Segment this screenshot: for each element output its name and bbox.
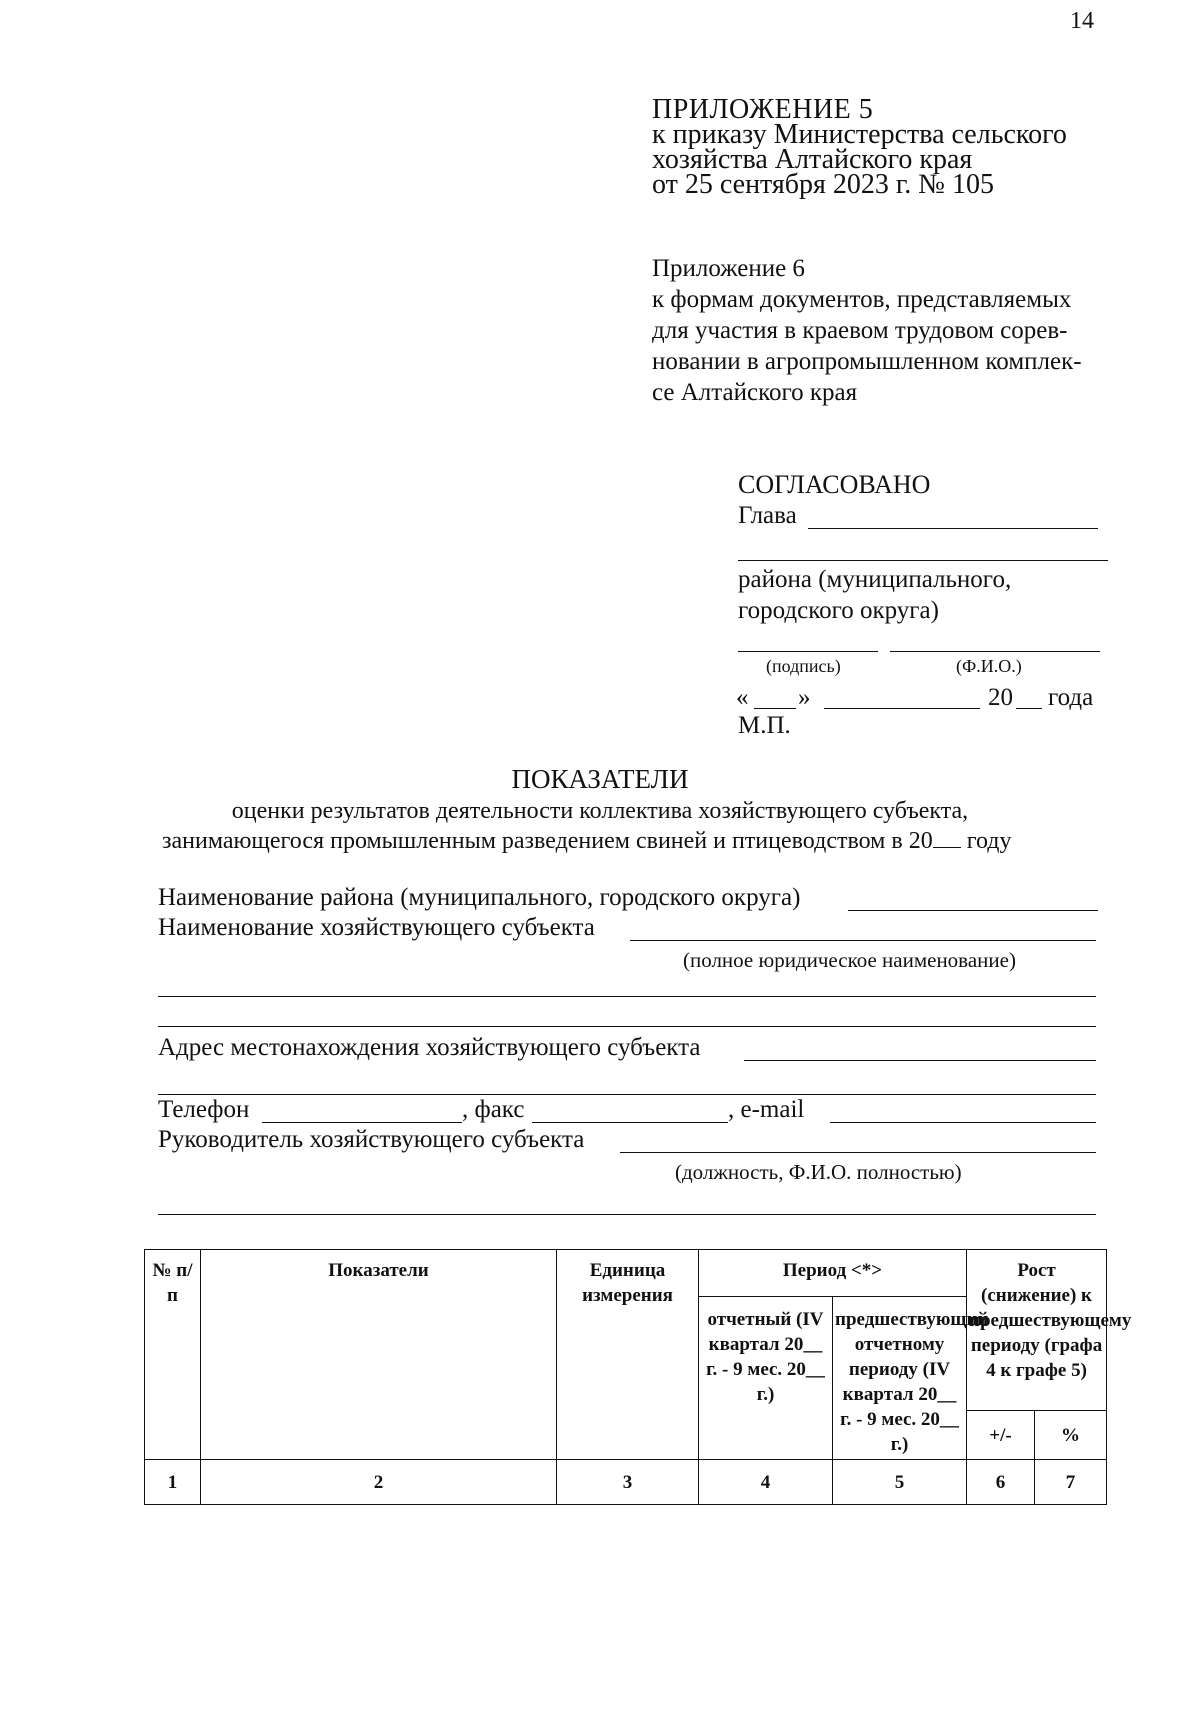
head-field-hint: (должность, Ф.И.О. полностью) [675,1160,962,1184]
head-field-label: Руководитель хозяйствующего субъекта [158,1126,585,1153]
indicators-table [144,1249,1132,1505]
table-row [145,1460,1107,1505]
seal-mark: М.П. [738,712,791,739]
date-year-prefix: 20 [988,684,1013,711]
appendix-5-title: ПРИЛОЖЕНИЕ 5 [652,94,874,125]
column-number-cell: 5 [833,1460,967,1505]
column-number-cell: 3 [557,1460,699,1505]
document-subtitle-line1: оценки результатов деятельности коллектива хозяйствующего субъекта, [231,798,969,824]
entity-field-hint: (полное юридическое наименование) [683,948,1016,972]
address-field-line[interactable] [744,1060,1096,1061]
name-line[interactable] [890,651,1100,652]
name-hint: (Ф.И.О.) [956,656,1022,676]
approval-district-line1: района (муниципального, [738,566,1012,593]
date-year-suffix: года [1048,684,1094,711]
date-day-line[interactable] [754,708,796,709]
phone-field-line[interactable] [262,1122,462,1123]
district-field-label: Наименование района (муниципального, городского округа) [158,884,801,911]
date-quote-close: » [798,684,811,711]
signature-hint: (подпись) [766,656,841,676]
head-extra-line[interactable] [158,1214,1096,1215]
district-field-line[interactable] [848,910,1098,911]
appendix-6-line: се Алтайского края [652,379,858,406]
appendix-5-line: хозяйства Алтайского края [652,144,973,175]
header-current-period: отчетный (IV квартал 20__ г. - 9 мес. 20__ г.) [699,1297,833,1460]
email-field-label: , e-mail [728,1096,805,1123]
appendix-6-line: для участия в краевом трудовом сорев- [652,317,1068,344]
appendix-6-title: Приложение 6 [652,255,805,282]
signature-line[interactable] [738,651,878,652]
column-number-cell: 1 [145,1460,201,1505]
appendix-5-header [652,94,1067,200]
appendix-5-line: от 25 сентября 2023 г. № 105 [652,169,994,200]
approval-heading: СОГЛАСОВАНО [738,470,931,499]
address-extra-line[interactable] [158,1094,1096,1095]
date-year-line[interactable] [1016,708,1042,709]
head-field-line[interactable] [620,1152,1096,1153]
approval-head-label: Глава [738,502,797,529]
header-previous-period: предшествующий отчетному периоду (IV квартал 20__ г. - 9 мес. 20__ г.) [833,1297,967,1460]
entity-field-label: Наименование хозяйствующего субъекта [158,914,595,941]
fax-field-label: , факс [462,1096,525,1123]
date-month-line[interactable] [824,708,980,709]
header-indicators: Показатели [201,1250,557,1460]
column-number-cell: 4 [699,1460,833,1505]
subtitle-line2-text: занимающегося промышленным разведением свиней и птицеводством в 20 [162,828,933,854]
phone-field-label: Телефон [158,1096,250,1123]
date-quote-open: « [736,684,749,711]
email-field-line[interactable] [830,1122,1096,1123]
head-title-line[interactable] [738,560,1108,561]
appendix-6-header [652,256,1082,411]
header-growth: Рост (снижение) к предшествующему периоду (графа 4 к графе 5) [967,1250,1107,1411]
entity-extra-line-2[interactable] [158,1026,1096,1027]
column-number-cell: 2 [201,1460,557,1505]
table-header-row [145,1250,1107,1297]
page-number: 14 [1070,8,1094,34]
header-period: Период <*> [699,1250,967,1297]
year-blank[interactable] [933,829,961,848]
head-name-line[interactable] [808,528,1098,529]
header-plus-minus: +/- [967,1411,1035,1460]
header-unit: Единица измерения [557,1250,699,1460]
entity-field-line[interactable] [630,940,1096,941]
entity-extra-line-1[interactable] [158,996,1096,997]
appendix-6-line: к формам документов, представляемых [652,286,1072,313]
header-percent: % [1035,1411,1107,1460]
fax-field-line[interactable] [532,1122,728,1123]
column-number-cell: 7 [1035,1460,1107,1505]
document-subtitle-line2 [162,828,1011,855]
header-num: № п/п [145,1250,201,1460]
column-number-cell: 6 [967,1460,1035,1505]
appendix-6-line: новании в агропромышленном комплек- [652,348,1082,375]
address-field-label: Адрес местонахождения хозяйствующего субъекта [158,1034,701,1061]
subtitle-year-suffix: году [966,828,1012,854]
approval-district-line2: городского округа) [738,597,939,624]
document-title: ПОКАЗАТЕЛИ [511,764,689,794]
appendix-5-line: к приказу Министерства сельского [652,119,1067,150]
